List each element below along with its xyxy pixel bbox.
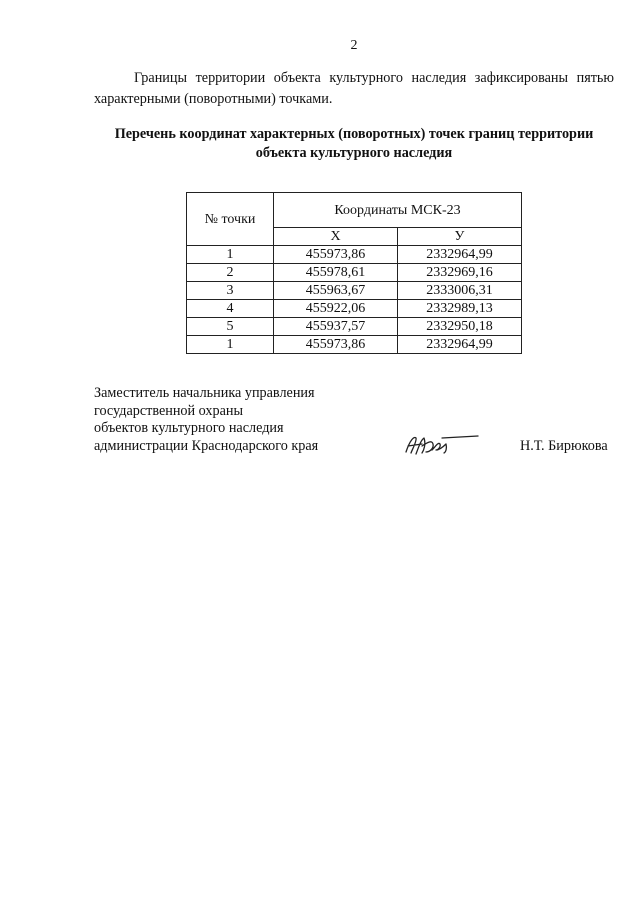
cell-point: 1 bbox=[187, 336, 274, 354]
cell-y: 2333006,31 bbox=[398, 282, 522, 300]
cell-x: 455978,61 bbox=[274, 264, 398, 282]
table-row bbox=[187, 318, 522, 336]
coordinates-table bbox=[186, 192, 522, 354]
table-row bbox=[187, 282, 522, 300]
signatory-line: администрации Краснодарского края bbox=[94, 437, 319, 454]
cell-x: 455973,86 bbox=[274, 246, 398, 264]
header-coordinates: Координаты МСК-23 bbox=[274, 193, 522, 228]
document-title: Перечень координат характерных (поворотных) точек границ территории объекта культурного наследия bbox=[114, 126, 594, 161]
cell-point: 2 bbox=[187, 264, 274, 282]
signatory-line: государственной охраны bbox=[94, 402, 244, 419]
page-number: 2 bbox=[350, 38, 358, 53]
signatory-position bbox=[94, 385, 414, 455]
table-row bbox=[187, 336, 522, 354]
intro-paragraph bbox=[94, 68, 614, 110]
signer-name: Н.Т. Бирюкова bbox=[520, 438, 608, 454]
cell-point: 1 bbox=[187, 246, 274, 264]
header-x: Х bbox=[274, 228, 398, 246]
header-y: У bbox=[398, 228, 522, 246]
table-row bbox=[187, 300, 522, 318]
cell-y: 2332989,13 bbox=[398, 300, 522, 318]
cell-y: 2332964,99 bbox=[398, 246, 522, 264]
table-row bbox=[187, 264, 522, 282]
cell-x: 455973,86 bbox=[274, 336, 398, 354]
cell-point: 5 bbox=[187, 318, 274, 336]
signatory-line: Заместитель начальника управления bbox=[94, 385, 315, 401]
cell-x: 455937,57 bbox=[274, 318, 398, 336]
handwritten-signature bbox=[402, 432, 482, 458]
cell-x: 455963,67 bbox=[274, 282, 398, 300]
cell-point: 3 bbox=[187, 282, 274, 300]
cell-point: 4 bbox=[187, 300, 274, 318]
header-point-number: № точки bbox=[187, 193, 274, 246]
cell-y: 2332969,16 bbox=[398, 264, 522, 282]
intro-text: Границы территории объекта культурного наследия зафиксированы пятью характерными (поворотными) точками. bbox=[94, 70, 614, 107]
signatory-line: объектов культурного наследия bbox=[94, 420, 284, 436]
table-row bbox=[187, 246, 522, 264]
cell-x: 455922,06 bbox=[274, 300, 398, 318]
cell-y: 2332964,99 bbox=[398, 336, 522, 354]
cell-y: 2332950,18 bbox=[398, 318, 522, 336]
